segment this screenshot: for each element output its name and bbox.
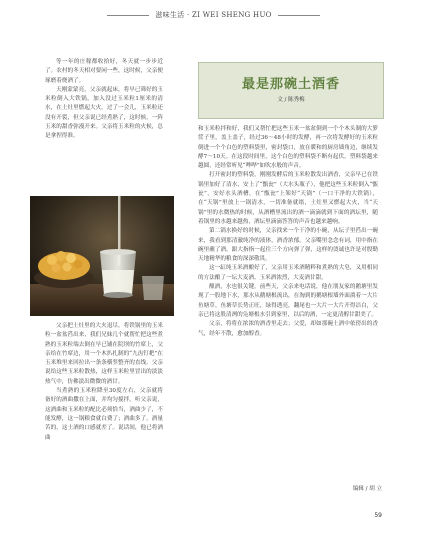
page-number: 59 [374,512,382,519]
corn-liquor-photo [30,196,174,316]
left-column-bottom [45,322,163,443]
paragraph: 等一年的庄稼都收拾好，冬天就一步步近了。农村的冬天相对要闲一些，这时候，父亲便琢磨着烧酒了。 [45,59,163,84]
editor-credit: 编辑 / 胡 立 [352,486,382,492]
running-header [0,10,427,20]
section-title: 滋味生活 · ZI WEI SHENG HUO [155,11,272,19]
paragraph: 当煮熟的玉米粒降至30度左右，父亲就将备好的酒曲撒在上面，并均匀搅拌。听父亲说，这酒曲和玉米粒的配比必须恰当，酒曲少了，不能发酵，这一锅粮食就白费了；酒曲多了，酒量苦的，这土酒的口感就差了。说话间，他已将酒曲 [45,388,163,441]
paragraph: 父亲，将将在浓浓的酒香里走去；父爱，却如那碗土酒中依傍出的香气，经年不散，愈加醇香。 [198,321,378,337]
paragraph: 天刚蒙蒙亮，父亲就起床，将早已筛好的玉米粒倒入大铁锅，加入没过玉米粒1厘米的清水，在土灶里燃起大火。过了一会儿，玉米粒还没有开裂，但父亲说已经煮熟了，这时候，一阵玉米的甜香弥漫开来。父亲将玉米粒的火候，总是拿捏得准。 [45,86,163,140]
right-column [198,125,378,339]
title-box [198,62,384,119]
header-rule-right [278,15,320,16]
article-title: 最是那碗土酒香 [241,77,340,92]
paragraph: 酿酒，水也很关键。前些天，父亲来电话说，他在朋友家的鹅塘里发现了一股地下水，那水从鹅塘根流出，在淘到的鹅塘根墙外面淌着一大片鱼塘草。鱼塘草长势正旺，绿得透亮，翻尾也一大片一大片开得洁白，父亲已将这股清冽的凫塘根水引到家里，以后的酒，一定更清醇甘甜美了。 [198,284,378,318]
paragraph: 父亲把土灶里的大火退尽，将铁锅里的玉米粒一盆盆舀出来，我们兄妹几个就帮忙把这些煮熟的玉米粒端去倒在早已铺在院坝的竹席上，父亲给在竹席边，用一个木扒扎制的“九齿钉耙”在玉米堆里来回拉出一条条横竖整齐的直线。父亲说给这些玉米粒散热，这样玉米粒里冒出的淡淡热气中，仿佛淡出微微的酒甘。 [45,323,163,385]
paragraph: 这一缸纯玉米酒酿好了，父亲用玉米酒精粹和煮熟的大皂，又用相同的方法酿了一坛大麦酒、玉米酒浓烈，大麦酒甘甜。 [198,265,378,281]
paragraph: 打开密封的塑料袋，刚刚发酵后的玉米粒散发出酒香，父亲早已在铁锅里加好了清水，安上了“甑瓮”（大水头瓶子），他把这些玉米粒倒入“甑瓮”，安好水头酒槽，在“甑瓮”上架好“天锅”（一口干净的大铁锅），在“天锅”里放上一锅清水，一切准备就绪，土灶里又燃起大火，当“天锅”里的水微热的时候，从酒槽里流出的酒一滴滴就到下面的酒坛里，随着锅里的水越来越热，酒坛里滴滴答答的声音也越来越响。 [198,172,378,225]
left-column-top [45,58,163,142]
paragraph: 第二锅水换好的时候，父亲找来一个干净的小碗，从坛子里舀出一碗来，我看到那清澈纯净的液体，酒香浓郁。父亲嘴里念念有词，用中指在碗里蘸了酒，跟大指指一起往三个方向弹了弹，这样的烫诚也许是对殷勤天地精华的粮食的深深敬畏。 [198,228,378,263]
paragraph: 和玉米粒拌和好，我们又帮忙把这些玉米一盆盆倒到一个个木头制的大箩筐子里，盖上盖子，经过36～48小时的发酵，再一次将发酵好的玉米粒倒进一个个白色的塑料袋里，密封袋口，放在暖和的厨房墙角边，继续发酵7～10天。在这段时间里，这个白色的塑料袋不断有起伏，塑料袋越来越圆，还经常听见“哔哔”如吹水般的声音。 [198,126,378,170]
photo-illustration [30,196,174,316]
article-author: 文 / 陈秀梅 [277,97,305,103]
header-rule-left [107,15,149,16]
